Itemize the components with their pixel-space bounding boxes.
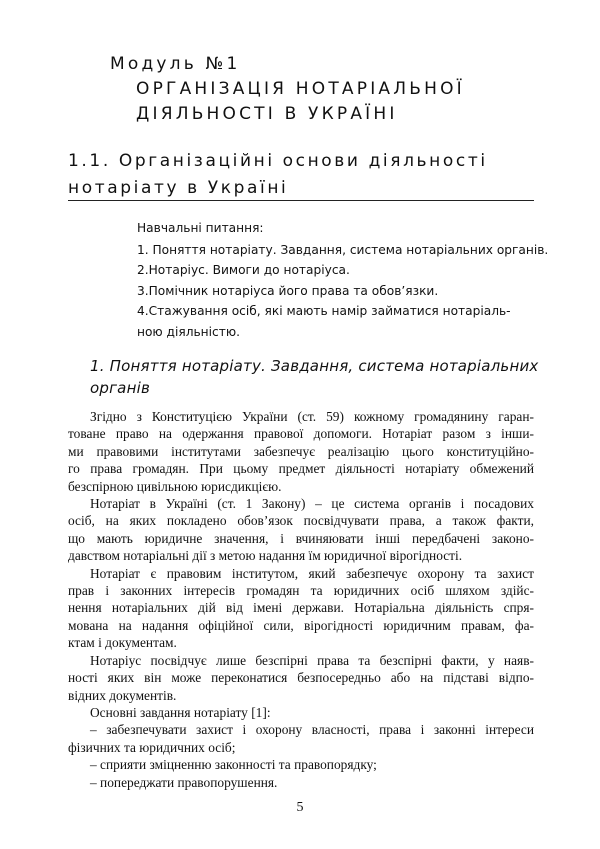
subsection-title-line-1: 1. Поняття нотаріату. Завдання, система нотаріальних bbox=[90, 357, 539, 375]
study-question-line: 4.Стажування осіб, які мають намір займатися нотаріаль- bbox=[137, 304, 511, 318]
section-title-line-2: нотаріату в Україні bbox=[68, 178, 289, 198]
body-line: – забезпечувати захист і охорону власності, права і законні інтереси bbox=[90, 722, 534, 738]
body-line: ктам і документам. bbox=[68, 635, 177, 651]
study-question-line: 1. Поняття нотаріату. Завдання, система нотаріальних органів. bbox=[137, 242, 549, 257]
body-line: відних документів. bbox=[68, 687, 177, 703]
study-questions-heading: Навчальні питання: bbox=[137, 221, 264, 235]
body-line: мована на надання офіційної сили, вірогідності юридичним правам, фа- bbox=[68, 617, 534, 633]
body-line: що мають юридичне значення, і вчиняювати інші передбачені законо- bbox=[68, 530, 534, 546]
section-divider bbox=[68, 200, 534, 201]
body-text bbox=[68, 408, 534, 791]
body-line: ми правовими інститутами забезпечує реалізацію цього конституційно- bbox=[68, 443, 534, 459]
body-line: – сприяти зміцненню законності та правопорядку; bbox=[90, 757, 377, 773]
body-line: го права громадян. При цьому предмет діяльності нотаріату обмежений bbox=[68, 461, 534, 477]
subsection-title-line-2: органів bbox=[90, 379, 150, 397]
body-line: Згідно з Конституцією України (ст. 59) кожному громадянину гаран- bbox=[90, 409, 534, 424]
body-line: Основні завдання нотаріату [1]: bbox=[90, 704, 271, 720]
study-questions bbox=[137, 218, 549, 342]
body-line: товане право на одержання правової допомоги. Нотаріат разом з інши- bbox=[68, 426, 534, 442]
body-line: Нотаріат є правовим інститутом, який забезпечує охорону та захист bbox=[90, 565, 534, 581]
body-line: фізичних та юридичних осіб; bbox=[68, 739, 236, 755]
module-title-line-2: ДІЯЛЬНОСТІ В УКРАЇНІ bbox=[136, 104, 398, 124]
subsection-title bbox=[90, 355, 550, 399]
body-line: – попереджати правопорушення. bbox=[90, 774, 278, 790]
body-line: нення нотаріальних дій від імені держави. Нотаріальна діяльність спря- bbox=[68, 600, 534, 616]
body-line: ності яких він може переконатися безпосередньо або на підставі відпо- bbox=[68, 670, 534, 686]
body-line: прав і законних інтересів громадян та юридичних осіб шляхом здійс- bbox=[68, 583, 534, 599]
section-title bbox=[68, 148, 548, 202]
module-label: Модуль №1 bbox=[110, 54, 241, 74]
page-number: 5 bbox=[296, 800, 304, 815]
section-title-line-1: 1.1. Організаційні основи діяльності bbox=[68, 151, 488, 171]
module-heading bbox=[110, 52, 550, 127]
study-question-line: 3.Помічник нотаріуса його права та обов’язки. bbox=[137, 283, 439, 298]
body-line: Нотаріус посвідчує лише безспірні права та безспірні факти, у наяв- bbox=[90, 652, 534, 668]
study-question-line: ною діяльністю. bbox=[137, 324, 240, 339]
study-question-line: 2.Нотаріус. Вимоги до нотаріуса. bbox=[137, 263, 350, 277]
body-line: осіб, на яких покладено обов’язок посвідчувати права, а також факти, bbox=[68, 513, 534, 529]
body-line: безспірною цивільною юрисдикцією. bbox=[68, 478, 282, 494]
body-line: Нотаріат в Україні (ст. 1 Закону) – це система органів і посадових bbox=[90, 496, 534, 512]
body-line: давством нотаріальні дії з метою надання їм юридичної вірогідності. bbox=[68, 548, 463, 564]
module-title-line-1: ОРГАНІЗАЦІЯ НОТАРІАЛЬНОЇ bbox=[136, 79, 465, 99]
